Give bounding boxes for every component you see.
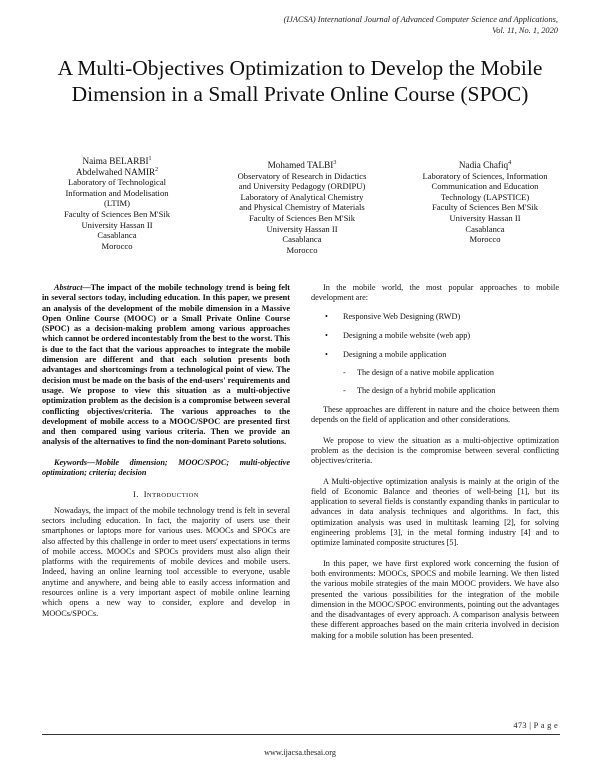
author-name: Abdelwahed NAMIR$^2$ <box>75 166 159 177</box>
affiliation-line: and Physical Chemistry of Materials <box>239 202 365 213</box>
keywords-text: Mobile dimension; MOOC/SPOC; multi-objective optimization; criteria; decision <box>42 457 290 478</box>
page-number: 473 | P a g e <box>513 721 558 730</box>
affiliation-line: Technology (LAPSTICE) <box>440 191 530 202</box>
author-name: Mohamed TALBI$^3$ <box>267 160 337 170</box>
journal-name: (IJACSA) International Journal of Advanced Computer Science and Applications, <box>283 15 558 24</box>
keywords-label: Keywords— <box>54 457 96 467</box>
intro-paragraph: Nowadays, the impact of the mobile technology trend is felt in several sectors including education. In fact, the majority of users use their smartphones or laptops more for various uses. MOOCs and SPOCs are also affected by this challenge in order to meet users' expectations in terms of mobile access. MOOCs and SPOCs providers must also align their platforms with the requirements of mobile devices and mobile users. Indeed, having an online learning tool accessible to everyone, usable anytime and anywhere, and being able to easily access information and resources online is a very important aspect of mobile online learning which opens a new way to consider, explore and develop in MOOCs/SPOCs. <box>42 505 290 618</box>
sub-list-item: - The design of a hybrid mobile application <box>343 385 496 395</box>
affiliation-line: Laboratory of Analytical Chemistry <box>240 191 364 202</box>
section-heading-introduction: I. INTRODUCTION <box>133 490 199 500</box>
author-name: Nadia Chafiq$^4$ <box>458 160 512 170</box>
journal-volume: Vol. 11, No. 1, 2020 <box>492 26 558 35</box>
journal-header <box>198 14 558 36</box>
approach-list <box>311 312 559 396</box>
body-paragraph: In this paper, we have first explored work concerning the fusion of both environments: MOOCs, SPOCS and mobile learning. We then listed the various mobile strategies of the main MOOC providers. We have also presented the various possibilities for the integration of the mobile dimension in the MOOC/SPOC environments, pointing out the advantages and the disadvantages of every approach. A comparison analysis between these different approaches based on the main criteria involved in decision making for a mobile solution has been presented. <box>311 558 559 640</box>
affiliation-line: University Hassan II <box>266 223 338 234</box>
author-name: Naima BELARBI$^1$ <box>82 156 152 166</box>
author-block-3 <box>410 160 560 245</box>
abstract: Abstract—The impact of the mobile technology trend is being felt in several sectors today, including education. In this paper, we present an analysis of the development of the mobile dimension in a Massive Open Online Course (MOOC) or a Small Private Online Course (SPOC) as a decision-making problem among various approaches which cannot be ordered incontestably from the best to the worst. This is due to the fact that the various approaches to integrate the mobile dimension are different and that each solution presents both advantages and shortcomings from a technological point of view. The decision must be made on the basis of the end-users' requirements and usage. We propose to view this situation as a multi-objective optimization problem as the decision is a compromise between several conflicting objectives/criteria. The various approaches to the development of mobile access to a MOOC/SPOC are presented first and then compared using various criteria. Then we provide an analysis of the alternatives to find the non-dominant Pareto solutions. <box>42 283 290 447</box>
author-block-1 <box>48 156 186 251</box>
list-item: • Designing a mobile application - The design of a native mobile application - The design of a hybrid mobile application <box>311 350 559 396</box>
affiliation-line: Morocco <box>101 240 133 251</box>
affiliation-line: Casablanca <box>97 230 137 241</box>
abstract-text: The impact of the mobile technology trend is being felt in several sectors today, including education. In this paper, we present an analysis of the development of the mobile dimension in a Massive Open Online Course (MOOC) or a Small Private Online Course (SPOC) as a decision-making problem among various approaches which cannot be ordered incontestably from the best to the worst. This is due to the fact that the various approaches to integrate the mobile dimension are different and that each solution presents both advantages and shortcomings from a technological point of view. The decision must be made on the basis of the end-users' requirements and usage. We propose to view this situation as a multi-objective optimization problem as the decision is a compromise between several conflicting objectives/criteria. The various approaches to the development of mobile access to a MOOC/SPOC are presented first and then compared using various criteria. Then we provide an analysis of the alternatives to find the non-dominant Pareto solutions. <box>42 283 290 447</box>
affiliation-line: Laboratory of Sciences, Information <box>422 170 548 181</box>
affiliation-line: University Hassan II <box>449 212 521 223</box>
affiliation-line: Faculty of Sciences Ben M'Sik <box>431 202 539 213</box>
affiliation-line: Faculty of Sciences Ben M'Sik <box>248 212 356 223</box>
affiliation-line: Morocco <box>469 234 501 245</box>
paper-title: A Multi-Objectives Optimization to Develop the Mobile Dimension in a Small Private Online Course (SPOC) <box>57 56 543 106</box>
list-item: • Designing a mobile website (web app) <box>325 330 471 340</box>
affiliation-line: Laboratory of Technological <box>67 177 167 188</box>
sub-list-item: - The design of a native mobile application <box>343 368 494 378</box>
affiliation-line: Communication and Education <box>431 181 539 192</box>
body-paragraph: These approaches are different in nature and the choice between them depends on the field of application and other considerations. <box>311 405 559 425</box>
affiliation-line: (LTIM) <box>104 198 130 209</box>
affiliation-line: Faculty of Sciences Ben M'Sik <box>63 208 171 219</box>
affiliation-line: Casablanca <box>465 223 505 234</box>
list-item: • Responsive Web Designing (RWD) <box>325 311 461 321</box>
keywords <box>42 458 290 479</box>
body-paragraph: A Multi-objective optimization analysis is mainly at the origin of the field of Economic Balance and theories of well-being [1], but its application to several fields is constantly expanding thanks in particular to advances in data analysis techniques and algorithms. In fact, this optimization analysis was used in multitask learning [2], for solving engineering problems [3], in the metal forming industry [4] and to optimize laminated composite structures [5]. <box>311 476 559 548</box>
footer-url: www.ijacsa.thesai.org <box>264 748 336 757</box>
affiliation-line: University Hassan II <box>81 219 153 230</box>
right-column <box>311 283 559 641</box>
affiliation-line: Observatory of Research in Didactics <box>237 170 367 181</box>
footer-divider <box>42 734 560 735</box>
author-block-2 <box>222 160 382 255</box>
body-paragraph: In the mobile world, the most popular approaches to mobile development are: <box>311 283 559 303</box>
abstract-label: Abstract <box>54 283 83 292</box>
affiliation-line: and University Pedagogy (ORDIPU) <box>238 181 366 192</box>
sub-list <box>343 368 559 396</box>
affiliation-line: Morocco <box>286 244 318 255</box>
affiliation-line: Information and Modelisation <box>65 187 169 198</box>
body-paragraph: We propose to view the situation as a multi-objective optimization problem as the decision is the compromise between several conflicting objectives/criteria. <box>311 435 559 466</box>
affiliation-line: Casablanca <box>282 234 322 245</box>
left-column <box>42 283 290 619</box>
